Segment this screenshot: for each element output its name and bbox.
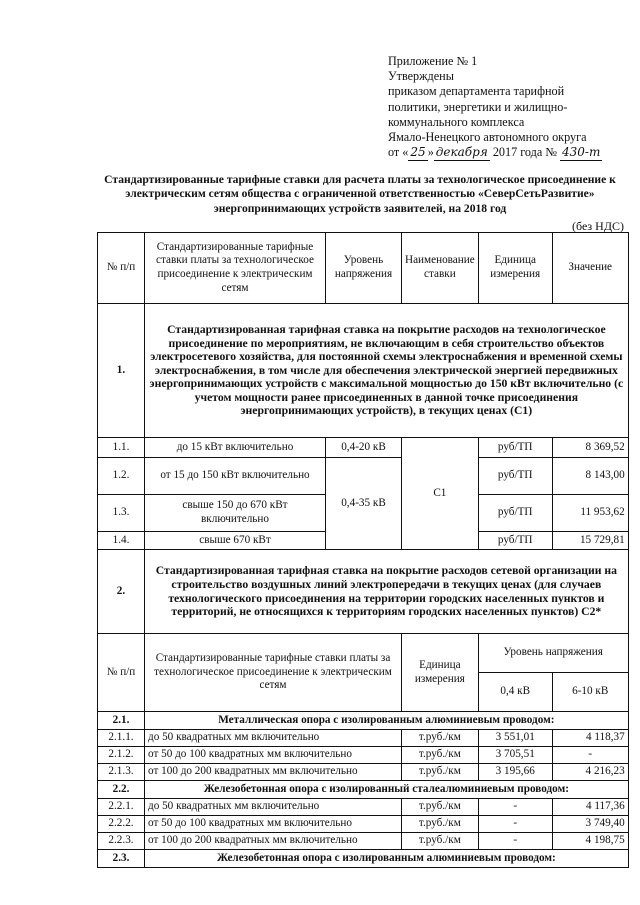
group-row: [98, 712, 629, 730]
row-unit: т.руб./км: [402, 833, 479, 850]
table-row: [98, 833, 629, 850]
group-num: 2.1.: [98, 712, 145, 730]
row-desc: свыше 150 до 670 кВт включительно: [145, 495, 326, 532]
row-unit: т.руб./км: [402, 764, 479, 781]
row-num: 2.1.1.: [98, 730, 145, 747]
group-title: Железобетонная опора с изолированным алюминиевым проводом:: [145, 850, 629, 868]
handwritten-month: декабря: [434, 145, 490, 161]
row-desc: от 100 до 200 квадратных мм включительно: [145, 833, 402, 850]
table2-header-row: [98, 634, 629, 673]
header2-num: № п/п: [98, 634, 145, 712]
handwritten-day: 25: [408, 145, 427, 161]
row-v610: -: [552, 747, 628, 764]
row-num: 1.2.: [98, 458, 145, 495]
row-num: 2.2.3.: [98, 833, 145, 850]
section2-row: [98, 550, 629, 634]
header-value: Значение: [552, 233, 628, 304]
row-v04: 3 195,66: [478, 764, 552, 781]
document-title: Стандартизированные тарифные ставки для расчета платы за технологическое присоединение к электрическим сетям общества с ограниченной ответственностью «СеверСетьРазвитие» энергопринимающих устройств заявителей, на 2018 год: [104, 173, 616, 215]
row-v610: 4 117,36: [552, 799, 628, 816]
row-unit: руб/ТП: [478, 532, 552, 550]
row-desc: от 50 до 100 квадратных мм включительно: [145, 747, 402, 764]
appendix-line: приказом департамента тарифной: [388, 84, 565, 99]
row-value: 8 369,52: [552, 438, 628, 458]
row-num: 2.1.2.: [98, 747, 145, 764]
section2-text: Стандартизированная тарифная ставка на покрытие расходов сетевой организации на строительство воздушных линий электропередачи в текущих ценах (для случаев технологического присоединения на территории городских населенных пунктов и территорий, не относящихся к территориям городских населенных пунктов) С2*: [145, 550, 629, 634]
row-num: 1.4.: [98, 532, 145, 550]
row-desc: до 50 квадратных мм включительно: [145, 730, 402, 747]
row-v610: 4 118,37: [552, 730, 628, 747]
row-num: 1.3.: [98, 495, 145, 532]
row-v04: -: [478, 833, 552, 850]
row-unit: руб/ТП: [478, 495, 552, 532]
row-v04: -: [478, 816, 552, 833]
row-v04: 3 705,51: [478, 747, 552, 764]
row-v04: -: [478, 799, 552, 816]
row-v610: 4 216,23: [552, 764, 628, 781]
header2-v610: 6-10 кВ: [552, 673, 628, 712]
table-row: [98, 730, 629, 747]
row-unit: т.руб./км: [402, 730, 479, 747]
header-unit: Единица измерения: [478, 233, 552, 304]
group-num: 2.2.: [98, 781, 145, 799]
header-num: № п/п: [98, 233, 145, 304]
row-num: 2.2.2.: [98, 816, 145, 833]
header-rate-name: Наименование ставки: [402, 233, 479, 304]
handwritten-order-number: 430-т: [560, 145, 602, 161]
approval-block: [388, 54, 628, 161]
table-row: [98, 458, 629, 495]
row-v610: 3 749,40: [552, 816, 628, 833]
table-row: [98, 747, 629, 764]
row-unit: руб/ТП: [478, 438, 552, 458]
group-num: 2.3.: [98, 850, 145, 868]
table-row: [98, 764, 629, 781]
header-rates: Стандартизированные тарифные ставки платы за технологическое присоединение к электрическим сетям: [145, 233, 326, 304]
header2-voltage: Уровень напряжения: [478, 634, 628, 673]
date-mid: »: [427, 145, 434, 160]
appendix-line: коммунального комплекса: [388, 114, 525, 129]
table-row: [98, 438, 629, 458]
appendix-line: Утверждены: [388, 69, 454, 84]
row-num: 2.1.3.: [98, 764, 145, 781]
appendix-line: Ямало-Ненецкого автономного округа: [388, 130, 587, 145]
row-desc: свыше 670 кВт: [145, 532, 326, 550]
row-v04: 3 551,01: [478, 730, 552, 747]
order-date-line: [388, 145, 628, 161]
section1-num: 1.: [98, 304, 145, 438]
header2-v04: 0,4 кВ: [478, 673, 552, 712]
appendix-line: политики, энергетики и жилищно-: [388, 99, 568, 114]
date-prefix: от «: [388, 145, 409, 160]
table-row: [98, 816, 629, 833]
vat-note: (без НДС): [572, 219, 625, 233]
header2-rates: Стандартизированные тарифные ставки платы за технологическое присоединение к электрическим сетям: [145, 634, 402, 712]
voltage-b: 0,4-35 кВ: [326, 458, 402, 550]
group-row: [98, 781, 629, 799]
row-value: 15 729,81: [552, 532, 628, 550]
date-year: 2017 года №: [492, 145, 557, 160]
row-value: 11 953,62: [552, 495, 628, 532]
row-desc: от 15 до 150 кВт включительно: [145, 458, 326, 495]
tariff-table: [97, 232, 629, 868]
section1-row: [98, 304, 629, 438]
row-unit: руб/ТП: [478, 458, 552, 495]
header2-unit: Единица измерения: [402, 634, 479, 712]
section1-text: Стандартизированная тарифная ставка на покрытие расходов на технологическое присоединение по мероприятиям, не включающим в себя строительство объектов электросетевого хозяйства, для постоянной схемы электроснабжения и временной схемы электроснабжения, в том числе для обеспечения электрической энергией передвижных энергопринимающих устройств с максимальной мощностью до 150 кВт включительно (с учетом мощности ранее присоединенных в данной точке присоединения энергопринимающих устройств), в текущих ценах (С1): [145, 304, 629, 438]
group-title: Железобетонная опора с изолированный сталеалюминиевым проводом:: [145, 781, 629, 799]
row-desc: от 50 до 100 квадратных мм включительно: [145, 816, 402, 833]
row-num: 2.2.1.: [98, 799, 145, 816]
row-unit: т.руб./км: [402, 747, 479, 764]
table1-header-row: [98, 233, 629, 304]
row-value: 8 143,00: [552, 458, 628, 495]
section2-num: 2.: [98, 550, 145, 634]
row-unit: т.руб./км: [402, 799, 479, 816]
table-row: [98, 799, 629, 816]
header-voltage: Уровень напряжения: [326, 233, 402, 304]
appendix-line: Приложение № 1: [388, 54, 478, 68]
row-desc: от 100 до 200 квадратных мм включительно: [145, 764, 402, 781]
group-title: Металлическая опора с изолированным алюминиевым проводом:: [145, 712, 629, 730]
voltage-a: 0,4-20 кВ: [326, 438, 402, 458]
group-row: [98, 850, 629, 868]
row-unit: т.руб./км: [402, 816, 479, 833]
rate-code: С1: [402, 438, 479, 550]
row-v610: 4 198,75: [552, 833, 628, 850]
row-num: 1.1.: [98, 438, 145, 458]
row-desc: до 50 квадратных мм включительно: [145, 799, 402, 816]
row-desc: до 15 кВт включительно: [145, 438, 326, 458]
